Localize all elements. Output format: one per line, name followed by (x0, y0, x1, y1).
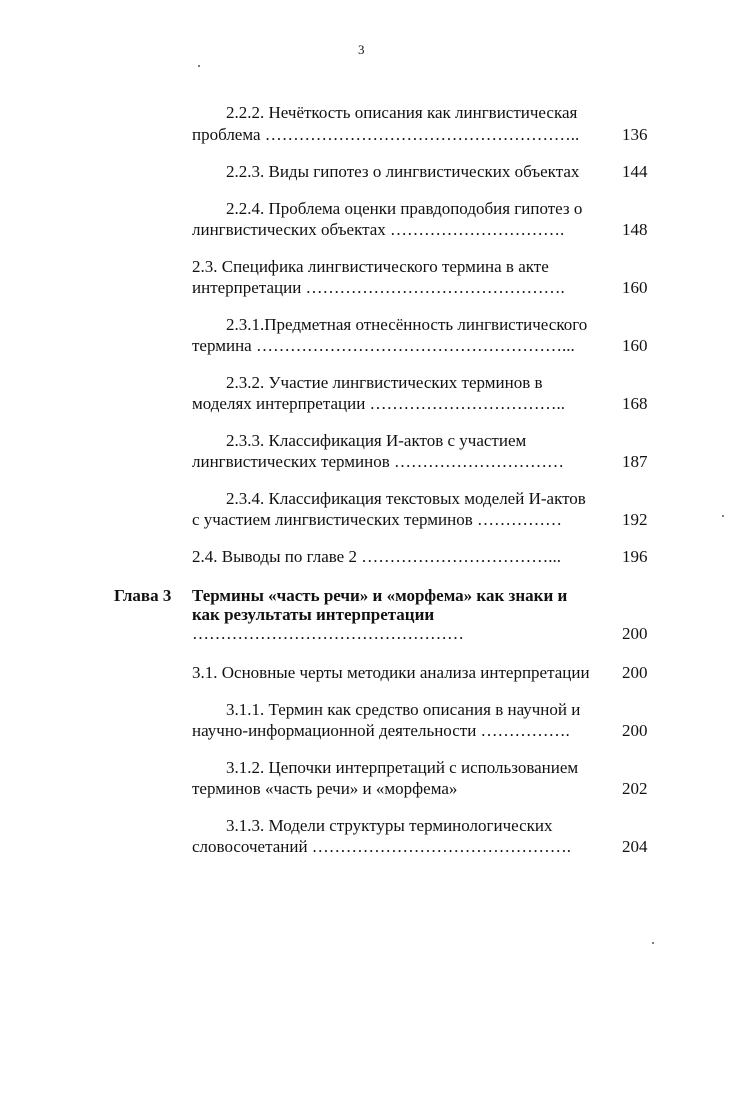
toc-entry-line: 2.3.4. Классификация текстовых моделей И-актов (226, 489, 586, 508)
toc-entry-line: 2.2.3. Виды гипотез о лингвистических объектах (226, 162, 580, 181)
toc-entry-line: 2.3.2. Участие лингвистических терминов в (226, 373, 543, 392)
chapter-label: Глава 3 (114, 586, 172, 605)
toc-entry-line: 3.1. Основные черты методики анализа интерпретации (192, 663, 590, 682)
toc-page-number: 200 (622, 663, 648, 682)
toc-entry-line: 2.4. Выводы по главе 2 ……………………………... (192, 547, 561, 566)
toc-entry-line: терминов «часть речи» и «морфема» (192, 779, 458, 798)
toc-entry-line: моделях интерпретации …………………………….. (192, 394, 566, 413)
page-number: 3 (358, 42, 365, 57)
toc-entry-line: научно-информационной деятельности ……………. (192, 721, 570, 740)
toc-page-number: 160 (622, 336, 648, 355)
toc-page-number: 196 (622, 547, 648, 566)
toc-page-number: 168 (622, 394, 648, 413)
toc-entry-line: 3.1.3. Модели структуры терминологических (226, 816, 553, 835)
toc-page-number: 204 (622, 837, 648, 856)
scan-speck (652, 942, 654, 944)
chapter-dots: ………………………………………… (192, 624, 464, 643)
scan-speck (198, 65, 200, 67)
toc-entry-line: 3.1.1. Термин как средство описания в научной и (226, 700, 581, 719)
toc-entry-line: 3.1.2. Цепочки интерпретаций с использованием (226, 758, 579, 777)
toc-page-number: 200 (622, 721, 648, 740)
toc-entry-line: интерпретации ………………………………………. (192, 278, 565, 297)
toc-entry-line: 2.3.3. Классификация И-актов с участием (226, 431, 527, 450)
toc-entry-line: 2.2.4. Проблема оценки правдоподобия гипотез о (226, 199, 583, 218)
toc-entry-line: 2.2.2. Нечёткость описания как лингвистическая (226, 103, 578, 122)
toc-page-number: 160 (622, 278, 648, 297)
toc-entry-line: 2.3.1.Предметная отнесённость лингвистического (226, 315, 588, 334)
toc-page-number: 202 (622, 779, 648, 798)
toc-entry-line: лингвистических объектах …………………………. (192, 220, 565, 239)
chapter-title-line: как результаты интерпретации (192, 605, 435, 624)
toc-page-number: 148 (622, 220, 648, 239)
toc-entry-line: с участием лингвистических терминов …………… (192, 510, 562, 529)
toc-page-number: 192 (622, 510, 648, 529)
toc-entry-line: проблема ……………………………………………….. (192, 125, 580, 144)
toc-page-number: 144 (622, 162, 648, 181)
toc-entry-line: словосочетаний ………………………………………. (192, 837, 572, 856)
toc-page-number: 200 (622, 624, 648, 643)
toc-page-number: 187 (622, 452, 648, 471)
toc-entry-line: лингвистических терминов ………………………… (192, 452, 564, 471)
scan-speck (722, 515, 724, 517)
chapter-title-line: Термины «часть речи» и «морфема» как знаки и (192, 586, 568, 605)
toc-entry-line: 2.3. Специфика лингвистического термина в акте (192, 257, 549, 276)
toc-page-number: 136 (622, 125, 648, 144)
toc-entry-line: термина ………………………………………………... (192, 336, 575, 355)
